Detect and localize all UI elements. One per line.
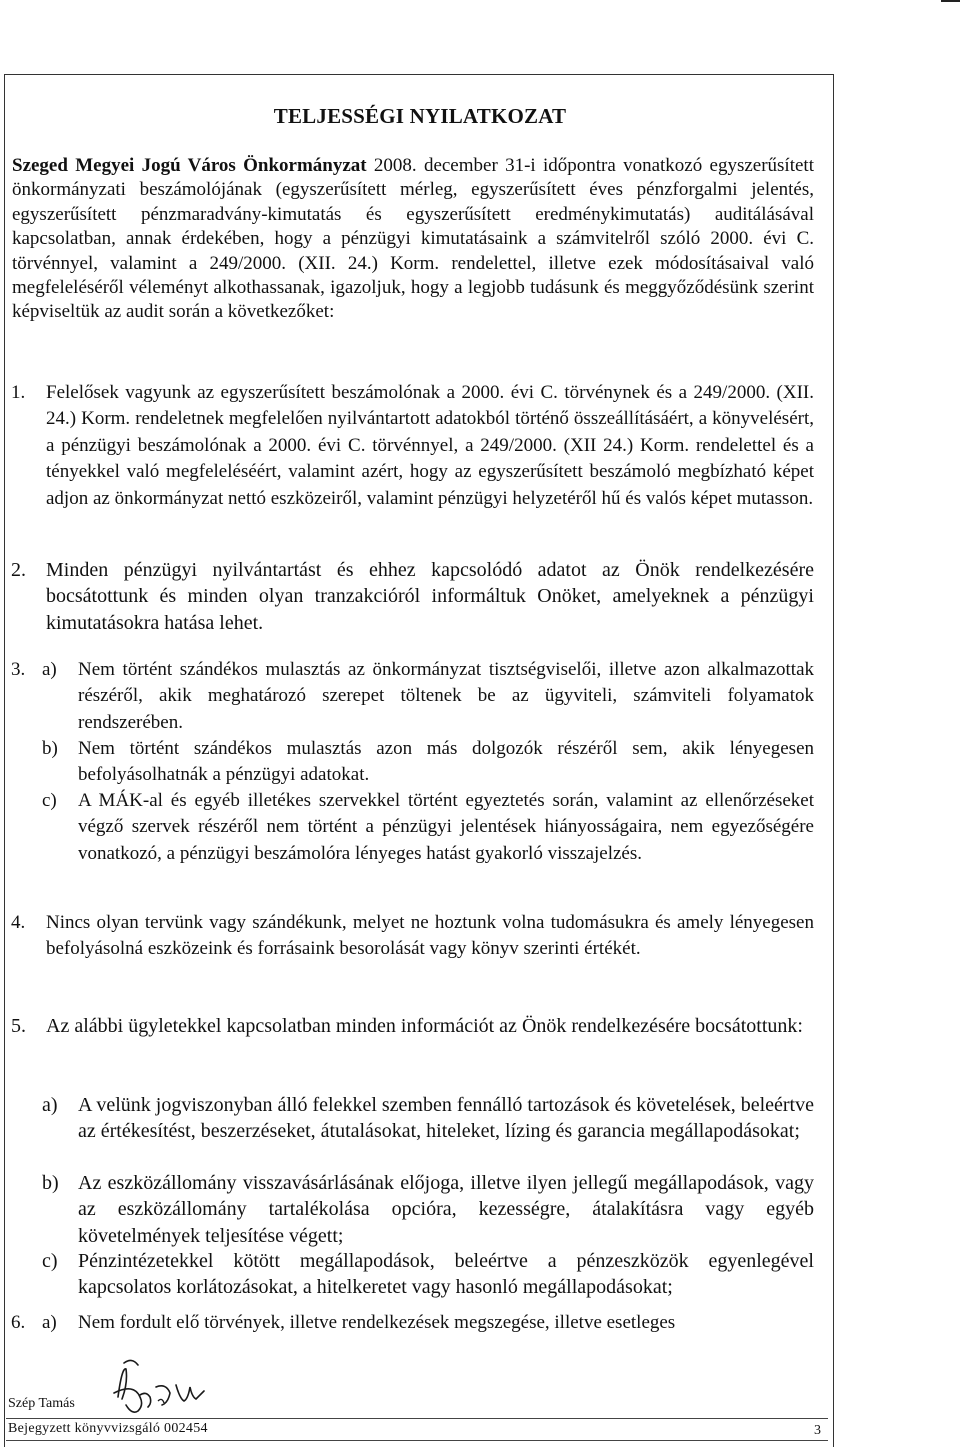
item-text: Nincs olyan tervünk vagy szándékunk, melyet ne hoztunk volna tudomásukra és amely lényegesen befolyásolná eszközeink és forrásaink besorolását vagy könyv szerinti értékét. [46, 912, 814, 960]
footer-divider [6, 1440, 828, 1441]
subitem-label: a) [42, 659, 57, 680]
subitem-label: a) [42, 1312, 57, 1333]
item-2 [0, 557, 830, 647]
auditor-registration: Bejegyzett könyvvizsgáló 002454 [8, 1421, 208, 1436]
intro-paragraph [12, 154, 814, 325]
subitem-label: b) [42, 738, 58, 759]
item-4 [0, 910, 830, 1000]
item-3 [0, 657, 830, 887]
item-number: 4. [11, 912, 26, 933]
item-number: 6. [11, 1312, 26, 1333]
signature-divider [6, 1418, 828, 1419]
handwritten-signature [84, 1357, 234, 1427]
subitem-label: c) [42, 790, 57, 811]
item-1 [0, 380, 830, 540]
item-text: Az alábbi ügyletekkel kapcsolatban minden információt az Önök rendelkezésére bocsátottunk: [46, 1015, 803, 1037]
subitem-label: c) [42, 1250, 58, 1272]
item-text: Minden pénzügyi nyilvántartást és ehhez kapcsolódó adatot az Önök rendelkezésére bocsátottunk és minden olyan tranzakcióról informáltuk Onöket, amelyeknek a pénzügyi kimutatásokra hatása lehet. [46, 559, 814, 634]
subitem-text: Nem fordult elő törvények, illetve rendelkezések megszegése, illetve esetleges [78, 1312, 676, 1333]
intro-text: 2008. december 31-i időpontra vonatkozó egyszerűsített önkormányzati beszámolójának (egyszerűsített mérleg, egyszerűsített éves pénzforgalmi jelentés, egyszerűsített pénzmaradvány-kimutatás és egyszerűsített eredménykimutatás) auditálásával kapcsolatban, annak érdekében, hogy a pénzügyi kimutatásaink a számvitelről szóló 2000. évi C. törvénnyel, valamint a 249/2000. (XII. 24.) Korm. rendelettel, illetve ezek módosításaival való megfeleléséről véleményt alkothassanak, igazoljuk, hogy a legjobb tudásunk és meggyőződésünk szerint képviseltük az audit során a következőket: [12, 155, 814, 323]
subitem-text: A MÁK-al és egyéb illetékes szervekkel történt egyeztetés során, valamint az ellenőrzéseket végző szervek részéről nem történt a pénzügyi jelentések hiányosságaira, nem egyezőségére vonatkozó, a pénzügyi beszámolóra lényeges hatást gyakorló visszajelzés. [78, 790, 814, 864]
subitem-text: Nem történt szándékos mulasztás azon más dolgozók részéről sem, akik lényegesen befolyásolhatnák a pénzügyi adatokat. [78, 738, 814, 786]
item-5 [0, 1013, 830, 1313]
item-6 [0, 1310, 830, 1340]
item-number: 2. [11, 559, 26, 581]
corner-mark [941, 0, 960, 2]
intro-entity: Szeged Megyei Jogú Város Önkormányzat [12, 155, 367, 176]
document-title: TELJESSÉGI NYILATKOZAT [273, 104, 567, 128]
subitem-text: Pénzintézetekkel kötött megállapodások, beleértve a pénzeszközök egyenlegével kapcsolatos korlátozásokat, a hitelkeretet vagy hasonló megállapodásokat; [78, 1250, 814, 1299]
subitem-text: Nem történt szándékos mulasztás az önkormányzat tisztségviselői, illetve azon alkalmazottak részéről, akik meghatározó szerepet töltenek be az ügyviteli, számviteli folyamatok rendszerében. [78, 659, 814, 733]
item-number: 5. [11, 1015, 26, 1037]
item-number: 1. [11, 382, 26, 403]
item-text: Felelősek vagyunk az egyszerűsített beszámolónak a 2000. évi C. törvénynek és a 249/2000. (XII. 24.) Korm. rendeletnek megfelelően nyilvántartott adatokból történő összeállításáért, a könyvelésért, a pénzügyi beszámolónak a 2000. évi C. törvénnyel, a 249/2000. (XII 24.) Korm. rendelettel és a tényekkel való megfeleléséért, valamint azért, hogy az egyszerűsített beszámoló megbízható képet adjon az önkormányzat nettó eszközeiről, valamint pénzügyi helyzetéről hű és valós képet mutasson. [46, 382, 814, 509]
item-number: 3. [11, 659, 26, 680]
subitem-text: Az eszközállomány visszavásárlásának előjoga, illetve ilyen jellegű megállapodások, vagy az eszközállomány tartalékolása opcióra, kezességre, átalakításra vagy egyéb követelmények teljesítése végett; [78, 1172, 814, 1247]
subitem-label: b) [42, 1172, 59, 1194]
subitem-text: A velünk jogviszonyban álló felekkel szemben fennálló tartozások és követelések, beleértve az értékesítést, beszerzéseket, átutalásokat, hiteleket, lízing és garancia megállapodásokat; [78, 1094, 814, 1143]
signatory-name: Szép Tamás [8, 1396, 75, 1411]
subitem-label: a) [42, 1094, 58, 1116]
page-number: 3 [814, 1423, 821, 1438]
